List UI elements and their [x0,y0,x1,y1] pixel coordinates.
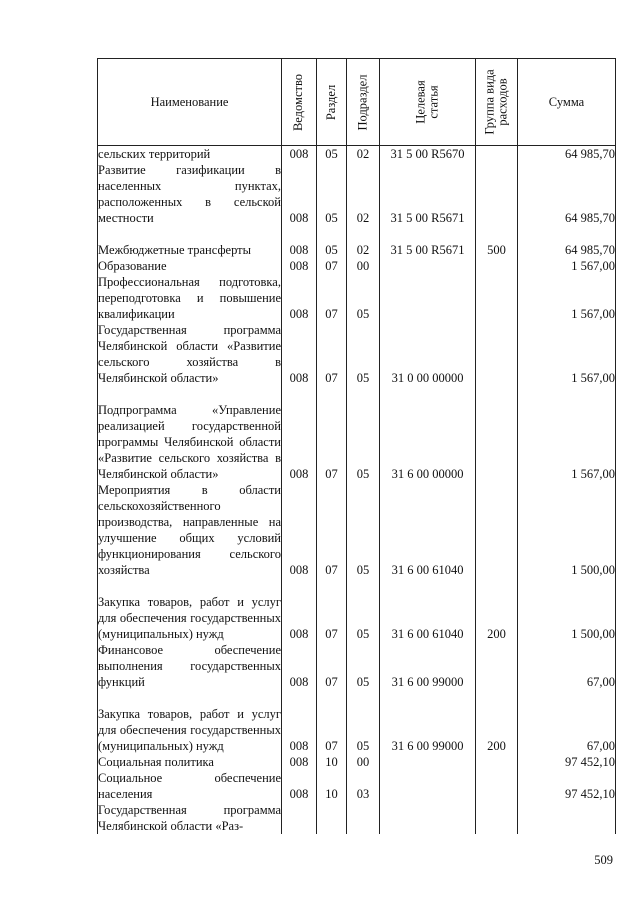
row-razdel-cell: 07 [317,322,347,386]
table-row [98,258,616,274]
row-summa-cell: 97 452,10 [518,770,616,802]
row-summa-cell: 1 567,00 [518,322,616,386]
table-row [98,274,616,322]
row-celevaya-statya-cell [380,802,476,834]
header-gruppa-vida-rashodov: Группа вида расходов [476,59,518,146]
table-row [98,770,616,802]
row-vedomstvo-cell: 008 [282,754,317,770]
row-vedomstvo-cell: 008 [282,642,317,690]
header-celevaya-statya: Целевая статья [380,59,476,146]
row-name-cell: Закупка товаров, работ и услуг для обеспечения государственных (муниципальных) нужд [98,690,282,754]
row-summa-cell: 1 567,00 [518,386,616,482]
row-summa-cell: 67,00 [518,642,616,690]
row-vedomstvo-cell: 008 [282,322,317,386]
row-podrazdel-cell: 03 [347,770,380,802]
row-name-cell: Финансовое обеспечение выполнения государственных функций [98,643,281,689]
row-name-cell: Социальная политика [98,754,282,770]
row-gruppa-vida-cell [476,274,518,322]
row-summa-cell: 1 567,00 [518,274,616,322]
row-podrazdel-cell: 05 [347,642,380,690]
row-gruppa-vida-cell [476,146,518,163]
row-razdel-cell: 05 [317,146,347,163]
table-row [98,690,616,754]
row-podrazdel-cell: 05 [347,274,380,322]
row-summa-cell: 64 985,70 [518,146,616,163]
row-gruppa-vida-cell: 200 [476,690,518,754]
row-razdel-cell: 07 [317,578,347,642]
row-vedomstvo-cell: 008 [282,690,317,754]
row-vedomstvo-cell: 008 [282,578,317,642]
row-razdel-cell: 05 [317,226,347,258]
row-summa-cell: 1 500,00 [518,482,616,578]
row-celevaya-statya-cell: 31 0 00 00000 [380,322,476,386]
row-gruppa-vida-cell [476,754,518,770]
row-podrazdel-cell [347,802,380,834]
table-body [98,146,616,835]
row-podrazdel-cell: 05 [347,482,380,578]
budget-table [97,58,616,834]
table-row [98,226,616,258]
row-celevaya-statya-cell: 31 6 00 61040 [380,482,476,578]
table-row [98,802,616,834]
row-podrazdel-cell: 00 [347,258,380,274]
header-vedomstvo: Ведомство [282,59,317,146]
header-name: Наименование [98,59,282,146]
row-razdel-cell: 07 [317,482,347,578]
row-summa-cell: 1 567,00 [518,258,616,274]
row-celevaya-statya-cell [380,274,476,322]
row-name-cell: Закупка товаров, работ и услуг для обеспечения государственных (муниципальных) нужд [98,578,282,642]
row-summa-cell: 67,00 [518,690,616,754]
row-podrazdel-cell: 05 [347,386,380,482]
row-vedomstvo-cell: 008 [282,162,317,226]
row-gruppa-vida-cell [476,482,518,578]
row-summa-cell: 97 452,10 [518,754,616,770]
row-name-cell: Профессиональная подготовка, переподготовка и повышение квалификации [98,275,281,321]
row-razdel-cell: 07 [317,386,347,482]
row-gruppa-vida-cell: 200 [476,578,518,642]
header-summa: Сумма [518,59,616,146]
row-celevaya-statya-cell: 31 6 00 99000 [380,690,476,754]
row-summa-cell [518,802,616,834]
header-razdel: Раздел [317,59,347,146]
row-podrazdel-cell: 02 [347,146,380,163]
row-podrazdel-cell: 05 [347,690,380,754]
row-gruppa-vida-cell [476,162,518,226]
row-vedomstvo-cell: 008 [282,146,317,163]
row-celevaya-statya-cell: 31 5 00 R5671 [380,162,476,226]
row-celevaya-statya-cell: 31 6 00 00000 [380,386,476,482]
row-celevaya-statya-cell [380,770,476,802]
table-row [98,322,616,386]
row-razdel-cell [317,802,347,834]
row-razdel-cell: 07 [317,274,347,322]
row-name-cell: Развитие газификации в населенных пунктах, расположенных в сельской местности [98,163,281,225]
row-celevaya-statya-cell [380,258,476,274]
row-vedomstvo-cell: 008 [282,386,317,482]
row-vedomstvo-cell: 008 [282,482,317,578]
row-podrazdel-cell: 02 [347,226,380,258]
row-celevaya-statya-cell: 31 5 00 R5671 [380,226,476,258]
row-summa-cell: 1 500,00 [518,578,616,642]
row-gruppa-vida-cell: 500 [476,226,518,258]
row-name-cell: Образование [98,258,282,274]
row-gruppa-vida-cell [476,386,518,482]
row-vedomstvo-cell: 008 [282,226,317,258]
row-name-cell: Подпрограмма «Управление реализацией государственной программы Челябинской области «Развитие сельского хозяйства в Челябинской области» [98,386,282,482]
row-name-cell: Мероприятия в области сельскохозяйственного производства, направленные на улучшение общих условий функционирования сельского хозяйства [98,483,281,577]
row-name-cell: Государственная программа Челябинской области «Развитие сельского хозяйства в Челябинской области» [98,323,281,385]
row-razdel-cell: 07 [317,642,347,690]
table-header-row [98,59,616,146]
row-vedomstvo-cell: 008 [282,274,317,322]
table-row [98,642,616,690]
table-row [98,146,616,163]
row-razdel-cell: 10 [317,770,347,802]
header-podrazdel: Подраздел [347,59,380,146]
row-gruppa-vida-cell [476,258,518,274]
row-celevaya-statya-cell [380,754,476,770]
row-summa-cell: 64 985,70 [518,226,616,258]
row-summa-cell: 64 985,70 [518,162,616,226]
row-gruppa-vida-cell [476,322,518,386]
row-name-cell: сельских территорий [98,146,282,163]
row-podrazdel-cell: 05 [347,322,380,386]
row-name-cell: Социальное обеспечение населения [98,771,281,801]
table-row [98,754,616,770]
row-razdel-cell: 10 [317,754,347,770]
row-vedomstvo-cell: 008 [282,770,317,802]
table-row [98,162,616,226]
row-podrazdel-cell: 02 [347,162,380,226]
row-razdel-cell: 05 [317,162,347,226]
row-name-cell: Межбюджетные трансферты [98,226,282,258]
row-podrazdel-cell: 00 [347,754,380,770]
row-gruppa-vida-cell [476,642,518,690]
row-podrazdel-cell: 05 [347,578,380,642]
table-row [98,578,616,642]
row-celevaya-statya-cell: 31 5 00 R5670 [380,146,476,163]
table-row [98,482,616,578]
row-name-cell: Государственная программа Челябинской области «Раз- [98,803,281,833]
row-vedomstvo-cell: 008 [282,258,317,274]
row-gruppa-vida-cell [476,802,518,834]
row-celevaya-statya-cell: 31 6 00 61040 [380,578,476,642]
row-vedomstvo-cell [282,802,317,834]
row-celevaya-statya-cell: 31 6 00 99000 [380,642,476,690]
row-gruppa-vida-cell [476,770,518,802]
table-row [98,386,616,482]
row-razdel-cell: 07 [317,690,347,754]
page-number: 509 [594,853,613,867]
row-razdel-cell: 07 [317,258,347,274]
